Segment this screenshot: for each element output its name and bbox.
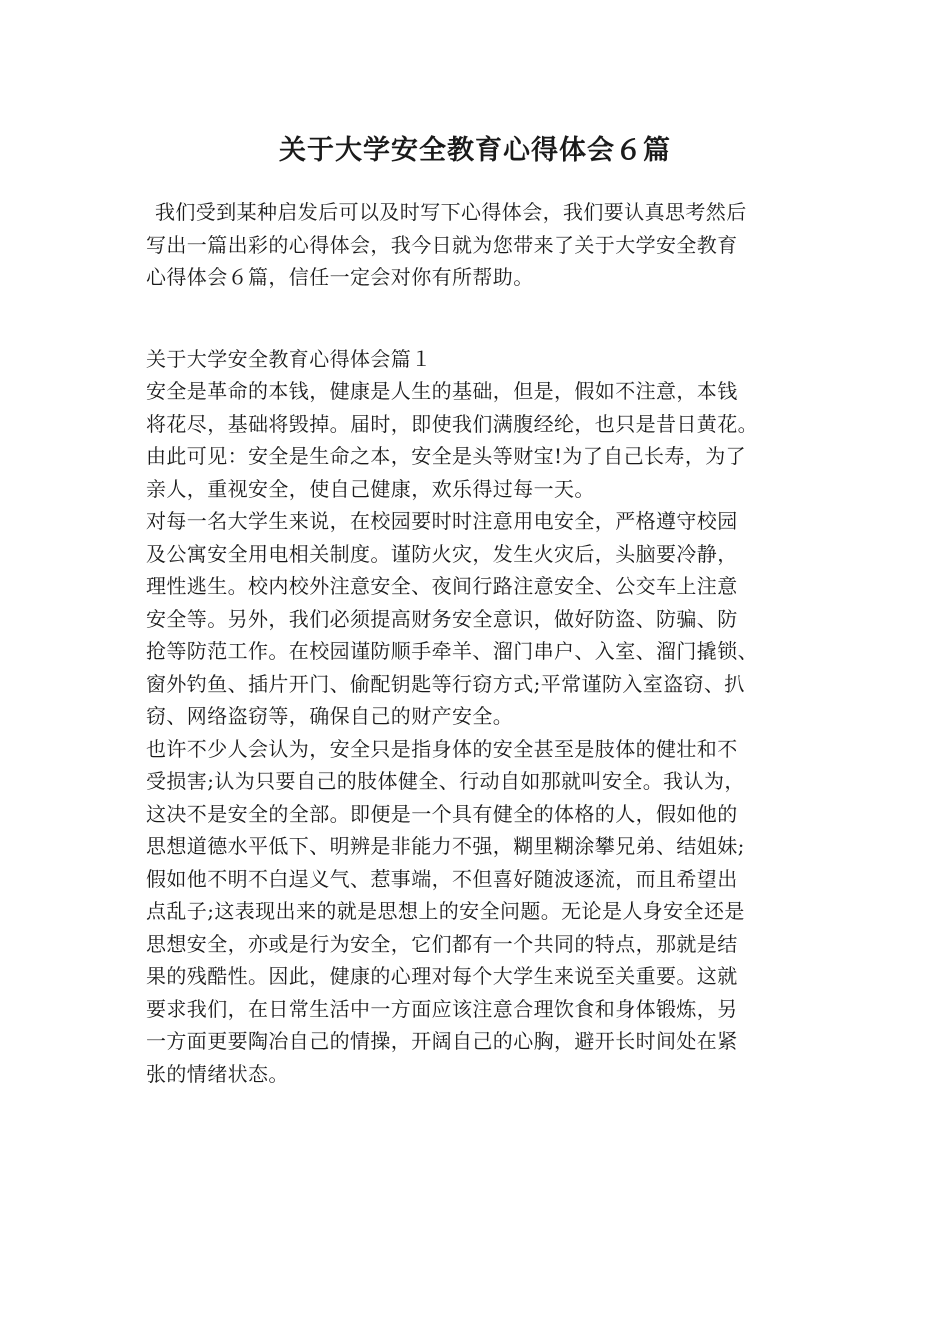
paragraph-gap [146, 294, 818, 343]
body-line: 抢等防范工作。在校园谨防顺手牵羊、溜门串户、入室、溜门撬锁、 [146, 639, 758, 663]
body-line: 要求我们，在日常生活中一方面应该注意合理饮食和身体锻炼，另 [146, 996, 738, 1021]
body-line: 一方面更要陶冶自己的情操，开阔自己的心胸，避开长时间处在紧 [146, 1029, 738, 1053]
body-line: 对每一名大学生来说，在校园要时时注意用电安全，严格遵守校园 [146, 509, 738, 533]
section-heading: 关于大学安全教育心得体会篇１ [146, 346, 432, 371]
intro-line: 我们受到某种启发后可以及时写下心得体会，我们要认真思考然后 [155, 200, 747, 224]
body-line: 这决不是安全的全部。即便是一个具有健全的体格的人，假如他的 [146, 801, 738, 826]
body-line: 果的残酷性。因此，健康的心理对每个大学生来说至关重要。这就 [146, 964, 738, 988]
intro-line: 心得体会６篇，信任一定会对你有所帮助。 [146, 265, 534, 289]
body-line: 及公寓安全用电相关制度。谨防火灾，发生火灾后，头脑要冷静， [146, 541, 738, 566]
body-line: 窃、网络盗窃等，确保自己的财产安全。 [146, 704, 514, 728]
body-line: 亲人，重视安全，使自己健康，欢乐得过每一天。 [146, 476, 595, 501]
body-line: 理性逃生。校内校外注意安全、夜间行路注意安全、公交车上注意 [146, 574, 738, 598]
document-title: 关于大学安全教育心得体会６篇 [279, 135, 671, 166]
body-line: 受损害;认为只要自己的肢体健全、行动自如那就叫安全。我认为， [146, 769, 745, 793]
body-line: 安全是革命的本钱，健康是人生的基础，但是，假如不注意，本钱 [146, 379, 738, 403]
body-line: 假如他不明不白逞义气、惹事端，不但喜好随波逐流，而且希望出 [146, 866, 738, 891]
body-line: 点乱子;这表现出来的就是思想上的安全问题。无论是人身安全还是 [146, 899, 745, 923]
intro-line: 写出一篇出彩的心得体会，我今日就为您带来了关于大学安全教育 [146, 232, 738, 257]
body-line: 安全等。另外，我们必须提高财务安全意识，做好防盗、防骗、防 [146, 606, 738, 631]
body-line: 思想道德水平低下、明辨是非能力不强，糊里糊涂攀兄弟、结姐妹; [146, 834, 745, 858]
body-line: 思想安全，亦或是行为安全，它们都有一个共同的特点，那就是结 [146, 931, 738, 956]
body-line: 窗外钓鱼、插片开门、偷配钥匙等行窃方式;平常谨防入室盗窃、扒 [146, 671, 745, 696]
body-line: 也许不少人会认为，安全只是指身体的安全甚至是肢体的健壮和不 [146, 736, 738, 761]
body-line: 张的情绪状态。 [146, 1061, 289, 1086]
body-line: 由此可见：安全是生命之本，安全是头等财宝!为了自己长寿，为了 [146, 444, 747, 468]
document-body [146, 196, 818, 1090]
body-line: 将花尽，基础将毁掉。届时，即使我们满腹经纶，也只是昔日黄花。 [146, 411, 758, 436]
